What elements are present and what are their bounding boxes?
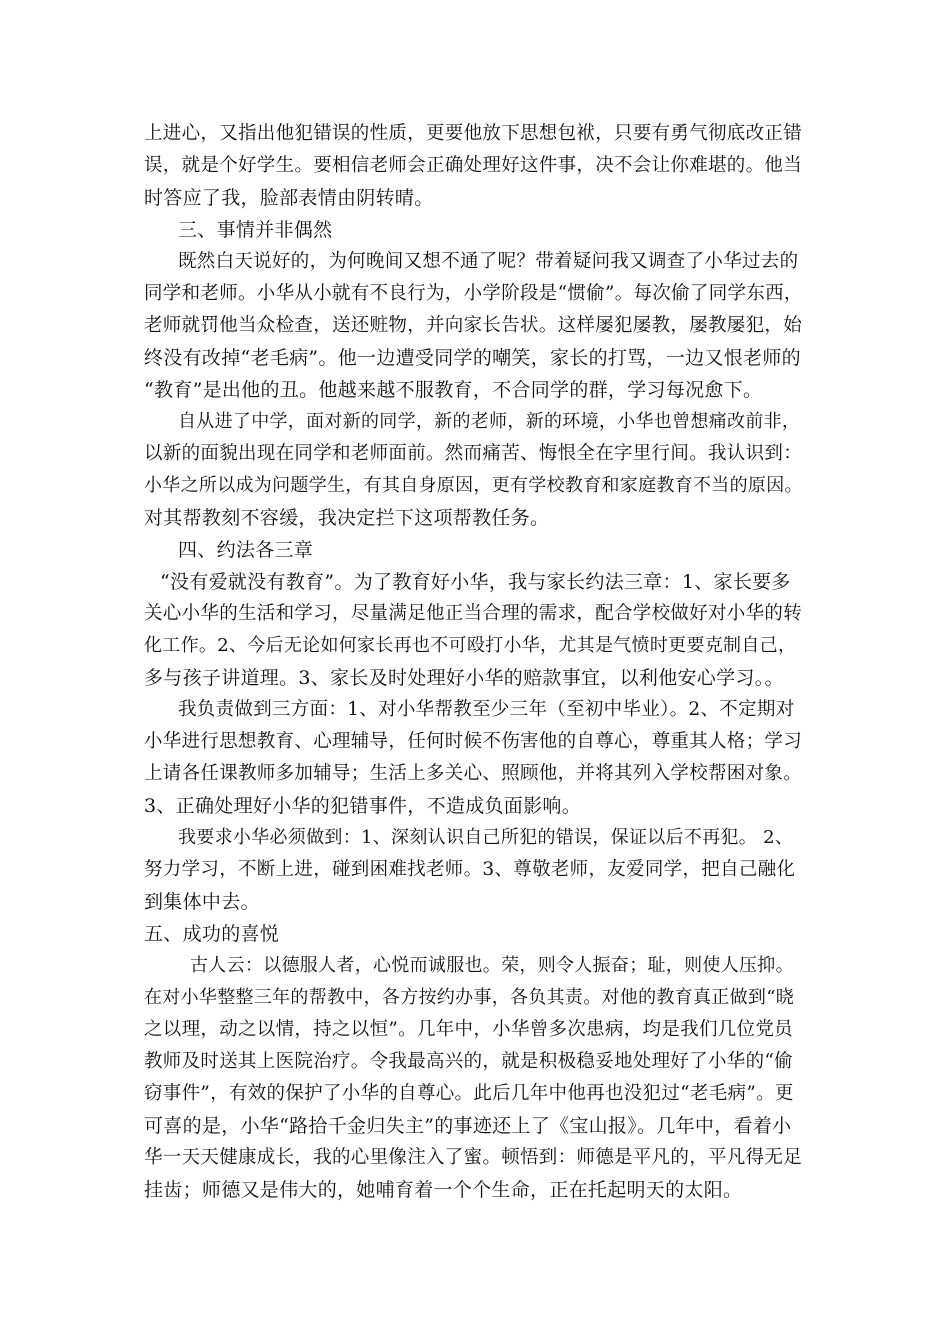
text-line: 华一天天健康成长，我的心里像注入了蜜。顿悟到：师德是平凡的，平凡得无足 <box>144 1147 803 1168</box>
text-line: 以新的面貌出现在同学和老师面前。然而痛苦、悔恨全在字里行间。我认识到： <box>144 443 803 464</box>
text-line: 时答应了我，脸部表情由阴转晴。 <box>144 187 434 209</box>
text-line: 到集体中去。 <box>144 891 260 913</box>
text-line: 上进心，又指出他犯错误的性质，更要他放下思想包袱，只要有勇气彻底改正错 <box>144 123 803 144</box>
text-line: 挂齿；师德又是伟大的，她哺育着一个个生命，正在托起明天的太阳。 <box>144 1179 743 1201</box>
text-line: 误，就是个好学生。要相信老师会正确处理好这件事，决不会让你难堪的。他当 <box>144 155 803 176</box>
text-line: “教育”是出他的丑。他越来越不服教育，不合同学的群，学习每况愈下。 <box>144 379 763 401</box>
text-line: 同学和老师。小华从小就有不良行为，小学阶段是“惯偷”。每次偷了同学东西， <box>144 283 803 304</box>
text-line: 自从进了中学，面对新的同学，新的老师，新的环境，小华也曾想痛改前非， <box>178 411 801 432</box>
section-heading: 三、事情并非偶然 <box>178 219 333 241</box>
text-line: 化工作。2、今后无论如何家长再也不可殴打小华，尤其是气愤时更要克制自己， <box>144 635 797 656</box>
text-line: 上请各任课教师多加辅导；生活上多关心、照顾他，并将其列入学校帮困对象。 <box>144 763 803 784</box>
section-heading: 四、约法各三章 <box>178 539 314 561</box>
text-line: 可喜的是，小华“路拾千金归失主”的事迹还上了《宝山报》。几年中，看着小 <box>144 1115 792 1137</box>
text-line: 小华进行思想教育、心理辅导，任何时候不伤害他的自尊心，尊重其人格；学习 <box>144 731 803 752</box>
text-line: 之以理，动之以情，持之以恒”。几年中，小华曾多次患病，均是我们几位党员 <box>144 1019 793 1040</box>
text-line: 小华之所以成为问题学生，有其自身原因，更有学校教育和家庭教育不当的原因。 <box>144 475 803 496</box>
text-line: 我要求小华必须做到：1、深刻认识自己所犯的错误，保证以后不再犯。 2、 <box>178 827 794 848</box>
text-line: 教师及时送其上医院治疗。令我最高兴的，就是积极稳妥地处理好了小华的“偷 <box>144 1051 793 1072</box>
text-line: 关心小华的生活和学习，尽量满足他正当合理的需求，配合学校做好对小华的转 <box>144 603 803 624</box>
text-line: 3、正确处理好小华的犯错事件，不造成负面影响。 <box>144 795 581 817</box>
text-line: 努力学习，不断上进，碰到困难找老师。3、尊敬老师，友爱同学，把自己融化 <box>144 859 796 880</box>
text-line: 多与孩子讲道理。3、家长及时处理好小华的赔款事宜，以利他安心学习。。 <box>144 667 784 689</box>
text-line: 在对小华整整三年的帮教中，各方按约办事，各负其责。对他的教育真正做到“晓 <box>144 987 794 1008</box>
text-line: “没有爱就没有教育”。为了教育好小华，我与家长约法三章：1、家长要多 <box>160 571 791 593</box>
text-line: 窃事件”，有效的保护了小华的自尊心。此后几年中他再也没犯过“老毛病”。更 <box>144 1083 794 1104</box>
text-line: 古人云：以德服人者，心悦而诚服也。荣，则令人振奋；耻，则使人压抑。 <box>190 955 794 976</box>
text-line: 老师就罚他当众检查，送还赃物，并向家长告状。这样屡犯屡教，屡教屡犯，始 <box>144 315 803 336</box>
text-line: 终没有改掉“老毛病”。他一边遭受同学的嘲笑，家长的打骂，一边又恨老师的 <box>144 347 801 369</box>
text-line: 我负责做到三方面：1、对小华帮教至少三年（至初中毕业）。2、不定期对 <box>178 699 795 720</box>
text-line: 对其帮教刻不容缓，我决定拦下这项帮教任务。 <box>144 507 550 529</box>
section-heading: 五、成功的喜悦 <box>144 923 280 945</box>
text-line: 既然白天说好的，为何晚间又想不通了呢？带着疑问我又调查了小华过去的 <box>178 251 799 272</box>
